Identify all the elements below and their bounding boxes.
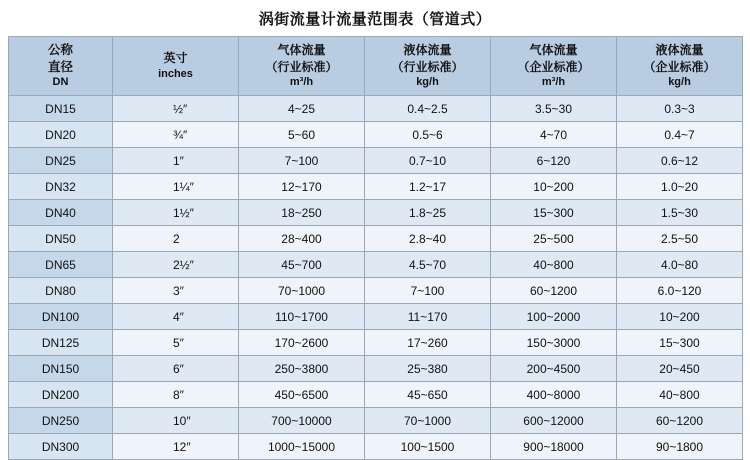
table-row (9, 278, 743, 304)
table-row (9, 252, 743, 278)
table-cell: 4.0~80 (617, 252, 743, 278)
table-cell: 1½″ (113, 200, 239, 226)
table-row (9, 226, 743, 252)
table-cell: 110~1700 (239, 304, 365, 330)
table-cell: 170~2600 (239, 330, 365, 356)
table-cell: 40~800 (491, 252, 617, 278)
table-cell: 150~3000 (491, 330, 617, 356)
table-cell: 0.4~2.5 (365, 96, 491, 122)
table-cell: 6.0~120 (617, 278, 743, 304)
table-cell: 4.5~70 (365, 252, 491, 278)
table-cell: 1.0~20 (617, 174, 743, 200)
column-header-line1: 气体流量 (277, 43, 326, 58)
cell-nominal-diameter: DN80 (9, 278, 113, 304)
column-header-line1: 液体流量 (655, 43, 704, 58)
table-cell: 12~170 (239, 174, 365, 200)
table-cell: 600~12000 (491, 408, 617, 434)
column-header-liquid-flow-industry (365, 37, 491, 96)
table-cell: 2.5~50 (617, 226, 743, 252)
table-cell: 5″ (113, 330, 239, 356)
table-cell: 10″ (113, 408, 239, 434)
column-header-line1: 公称 (47, 42, 73, 57)
table-header-row (9, 37, 743, 96)
table-cell: 20~450 (617, 356, 743, 382)
table-cell: 10~200 (491, 174, 617, 200)
table-cell: 3.5~30 (491, 96, 617, 122)
column-header-line1: 液体流量 (403, 43, 452, 58)
table-cell: 5~60 (239, 122, 365, 148)
table-body (9, 96, 743, 460)
table-cell: 2½″ (113, 252, 239, 278)
table-cell: 60~1200 (491, 278, 617, 304)
table-row (9, 200, 743, 226)
column-header-line2: 直径 (47, 59, 73, 74)
table-row (9, 122, 743, 148)
column-header-gas-flow-enterprise (491, 37, 617, 96)
table-cell: ½″ (113, 96, 239, 122)
column-header-line3: m³/h (289, 75, 314, 88)
table-cell: 18~250 (239, 200, 365, 226)
table-cell: 8″ (113, 382, 239, 408)
table-cell: 90~1800 (617, 434, 743, 460)
cell-nominal-diameter: DN40 (9, 200, 113, 226)
table-cell: 70~1000 (365, 408, 491, 434)
table-cell: 25~500 (491, 226, 617, 252)
table-cell: 7~100 (365, 278, 491, 304)
table-cell: 15~300 (491, 200, 617, 226)
table-cell: 10~200 (617, 304, 743, 330)
table-cell: 11~170 (365, 304, 491, 330)
table-header (9, 37, 743, 96)
table-row (9, 304, 743, 330)
table-row (9, 382, 743, 408)
table-cell: 2.8~40 (365, 226, 491, 252)
table-cell: 4″ (113, 304, 239, 330)
column-header-line1: 气体流量 (529, 43, 578, 58)
table-cell: 0.6~12 (617, 148, 743, 174)
table-cell: 1000~15000 (239, 434, 365, 460)
column-header-line3: inches (158, 67, 193, 80)
table-cell: 6~120 (491, 148, 617, 174)
table-row (9, 356, 743, 382)
table-cell: 0.7~10 (365, 148, 491, 174)
table-cell: 45~700 (239, 252, 365, 278)
cell-nominal-diameter: DN150 (9, 356, 113, 382)
table-cell: 0.3~3 (617, 96, 743, 122)
table-row (9, 330, 743, 356)
column-header-line3: m³/h (541, 75, 566, 88)
column-header-line2: （企业标准） (643, 59, 716, 74)
cell-nominal-diameter: DN32 (9, 174, 113, 200)
table-cell: 700~10000 (239, 408, 365, 434)
column-header-gas-flow-industry (239, 37, 365, 96)
table-cell: 70~1000 (239, 278, 365, 304)
column-header-line3: DN (52, 76, 69, 89)
table-row (9, 96, 743, 122)
table-cell: 7~100 (239, 148, 365, 174)
table-row (9, 148, 743, 174)
column-header-line2: （行业标准） (265, 59, 338, 74)
table-cell: 450~6500 (239, 382, 365, 408)
table-cell: 1¼″ (113, 174, 239, 200)
page-title: 涡街流量计流量范围表（管道式） (258, 11, 492, 28)
table-cell: 4~25 (239, 96, 365, 122)
table-cell: 1.5~30 (617, 200, 743, 226)
table-cell: 1.8~25 (365, 200, 491, 226)
cell-nominal-diameter: DN25 (9, 148, 113, 174)
cell-nominal-diameter: DN15 (9, 96, 113, 122)
table-cell: 2 (113, 226, 239, 252)
table-cell: 100~2000 (491, 304, 617, 330)
cell-nominal-diameter: DN200 (9, 382, 113, 408)
table-cell: 28~400 (239, 226, 365, 252)
column-header-liquid-flow-enterprise (617, 37, 743, 96)
table-row (9, 434, 743, 460)
column-header-line1: 英寸 (163, 51, 188, 66)
cell-nominal-diameter: DN250 (9, 408, 113, 434)
table-row (9, 174, 743, 200)
table-cell: 60~1200 (617, 408, 743, 434)
table-cell: 3″ (113, 278, 239, 304)
table-cell: 12″ (113, 434, 239, 460)
table-cell: 100~1500 (365, 434, 491, 460)
table-cell: 250~3800 (239, 356, 365, 382)
table-cell: 25~380 (365, 356, 491, 382)
table-cell: 0.4~7 (617, 122, 743, 148)
table-cell: 4~70 (491, 122, 617, 148)
cell-nominal-diameter: DN50 (9, 226, 113, 252)
table-cell: 17~260 (365, 330, 491, 356)
table-cell: 1″ (113, 148, 239, 174)
table-cell: 400~8000 (491, 382, 617, 408)
cell-nominal-diameter: DN100 (9, 304, 113, 330)
table-cell: 6″ (113, 356, 239, 382)
table-cell: 15~300 (617, 330, 743, 356)
table-cell: 200~4500 (491, 356, 617, 382)
cell-nominal-diameter: DN65 (9, 252, 113, 278)
column-header-line3: kg/h (416, 75, 439, 88)
column-header-line2: （行业标准） (391, 59, 464, 74)
table-cell: 0.5~6 (365, 122, 491, 148)
table-cell: 40~800 (617, 382, 743, 408)
column-header-inches (113, 37, 239, 96)
table-cell: ¾″ (113, 122, 239, 148)
cell-nominal-diameter: DN125 (9, 330, 113, 356)
column-header-nominal-diameter (9, 37, 113, 96)
table-cell: 45~650 (365, 382, 491, 408)
table-row (9, 408, 743, 434)
table-cell: 1.2~17 (365, 174, 491, 200)
cell-nominal-diameter: DN20 (9, 122, 113, 148)
column-header-line2: （企业标准） (517, 59, 590, 74)
column-header-line3: kg/h (668, 75, 691, 88)
flow-range-table (8, 36, 743, 460)
table-cell: 900~18000 (491, 434, 617, 460)
cell-nominal-diameter: DN300 (9, 434, 113, 460)
